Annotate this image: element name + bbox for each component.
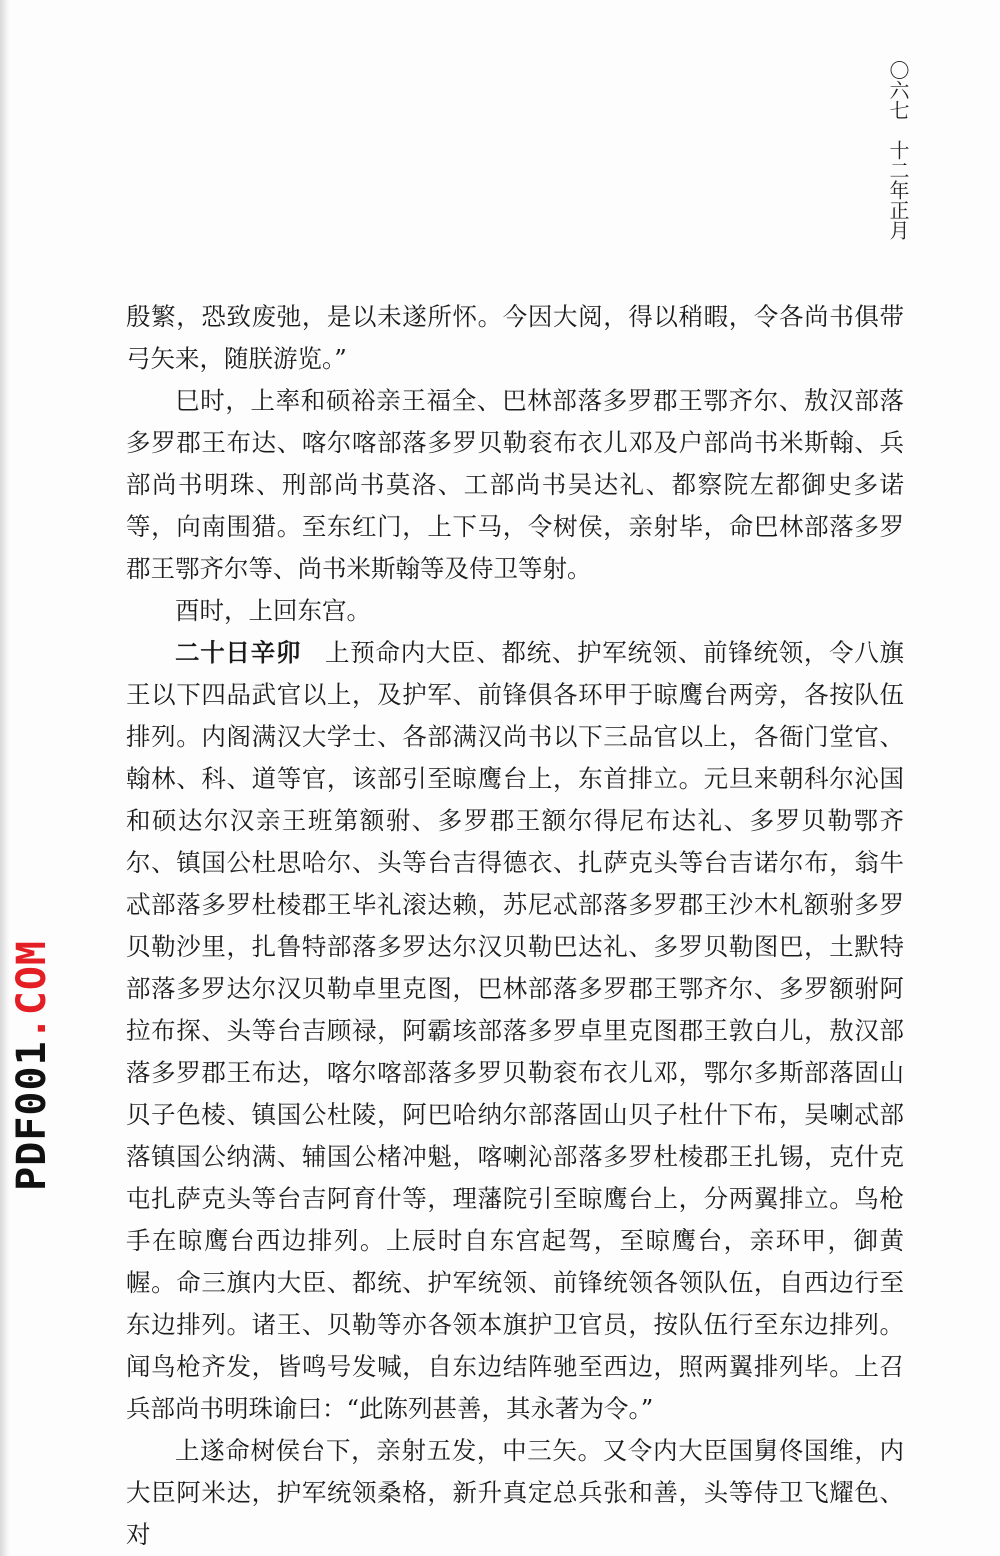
watermark-part-1: PDF001 bbox=[9, 1040, 55, 1191]
date-heading: 二十日辛卯 bbox=[175, 638, 302, 667]
paragraph-3 bbox=[126, 590, 904, 632]
running-head bbox=[886, 60, 908, 240]
paragraph-2-text: 巳时，上率和硕裕亲王福全、巴林部落多罗郡王鄂齐尔、敖汉部落多罗郡王布达、喀尔喀部落多罗贝勒衮布衣儿邓及户部尚书米斯翰、兵部尚书明珠、刑部尚书莫洛、工部尚书吴达礼、都察院左都御史多诺等，向南围猎。至东红门，上下马，令树侯，亲射毕，命巴林部落多罗郡王鄂齐尔等、尚书米斯翰等及侍卫等射。 bbox=[126, 386, 904, 583]
paragraph-1 bbox=[126, 296, 904, 380]
watermark-logo bbox=[9, 940, 55, 1191]
paragraph-1-text: 殷繁，恐致废弛，是以未遂所怀。今因大阅，得以稍暇，令各尚书俱带弓矢来，随朕游览。” bbox=[126, 302, 904, 373]
paragraph-5-text: 上遂命树侯台下，亲射五发，中三矢。又令内大臣国舅佟国维，内大臣阿米达，护军统领桑格，新升真定总兵张和善，头等侍卫飞耀色、对 bbox=[126, 1436, 904, 1549]
page-edge-shadow bbox=[0, 0, 10, 1556]
paragraph-3-text: 酉时，上回东宫。 bbox=[175, 596, 371, 625]
paragraph-4-text: 上预命内大臣、都统、护军统领、前锋统领，令八旗王以下四品武官以上，及护军、前锋俱各环甲于晾鹰台两旁，各按队伍排列。内阁满汉大学士、各部满汉尚书以下三品官以上，各衙门堂官、翰林、科、道等官，该部引至晾鹰台上，东首排立。元旦来朝科尔沁国和硕达尔汉亲王班第额驸、多罗郡王额尔得尼布达礼、多罗贝勒鄂齐尔、镇国公杜思哈尔、头等台吉得德衣、扎萨克头等台吉诺尔布，翁牛忒部落多罗杜棱郡王毕礼滚达赖，苏尼忒部落多罗郡王沙木札额驸多罗贝勒沙里，扎鲁特部落多罗达尔汉贝勒巴达礼、多罗贝勒图巴，土默特部落多罗达尔汉贝勒卓里克图，巴林部落多罗郡王鄂齐尔、多罗额驸阿拉布探、头等台吉顾禄，阿霸垓部落多罗卓里克图郡王敦白儿，敖汉部落多罗郡王布达，喀尔喀部落多罗贝勒衮布衣儿邓，鄂尔多斯部落固山贝子色棱、镇国公杜陵，阿巴哈纳尔部落固山贝子杜什下布，吴喇忒部落镇国公纳满、辅国公楮冲魁，喀喇沁部落多罗杜棱郡王扎锡，克什克屯扎萨克头等台吉阿育什等，理藩院引至晾鹰台上，分两翼排立。鸟枪手在晾鹰台西边排列。上辰时自东宫起驾，至晾鹰台，亲环甲，御黄幄。命三旗内大臣、都统、护军统领、前锋统领各领队伍，自西边行至东边排列。诸王、贝勒等亦各领本旗护卫官员，按队伍行至东边排列。闻鸟枪齐发，皆鸣号发喊，自东边结阵驰至西边，照两翼排列毕。上召兵部尚书明珠谕曰：“此陈列甚善，其永著为令。” bbox=[126, 638, 905, 1423]
paragraph-4 bbox=[126, 632, 904, 1430]
watermark-part-2: .COM bbox=[9, 940, 55, 1041]
paragraph-5 bbox=[126, 1430, 904, 1556]
page-number: 〇六七 bbox=[886, 60, 910, 120]
body-text bbox=[126, 296, 904, 1556]
paragraph-2 bbox=[126, 380, 904, 590]
section-title: 十二年正月 bbox=[886, 140, 910, 240]
